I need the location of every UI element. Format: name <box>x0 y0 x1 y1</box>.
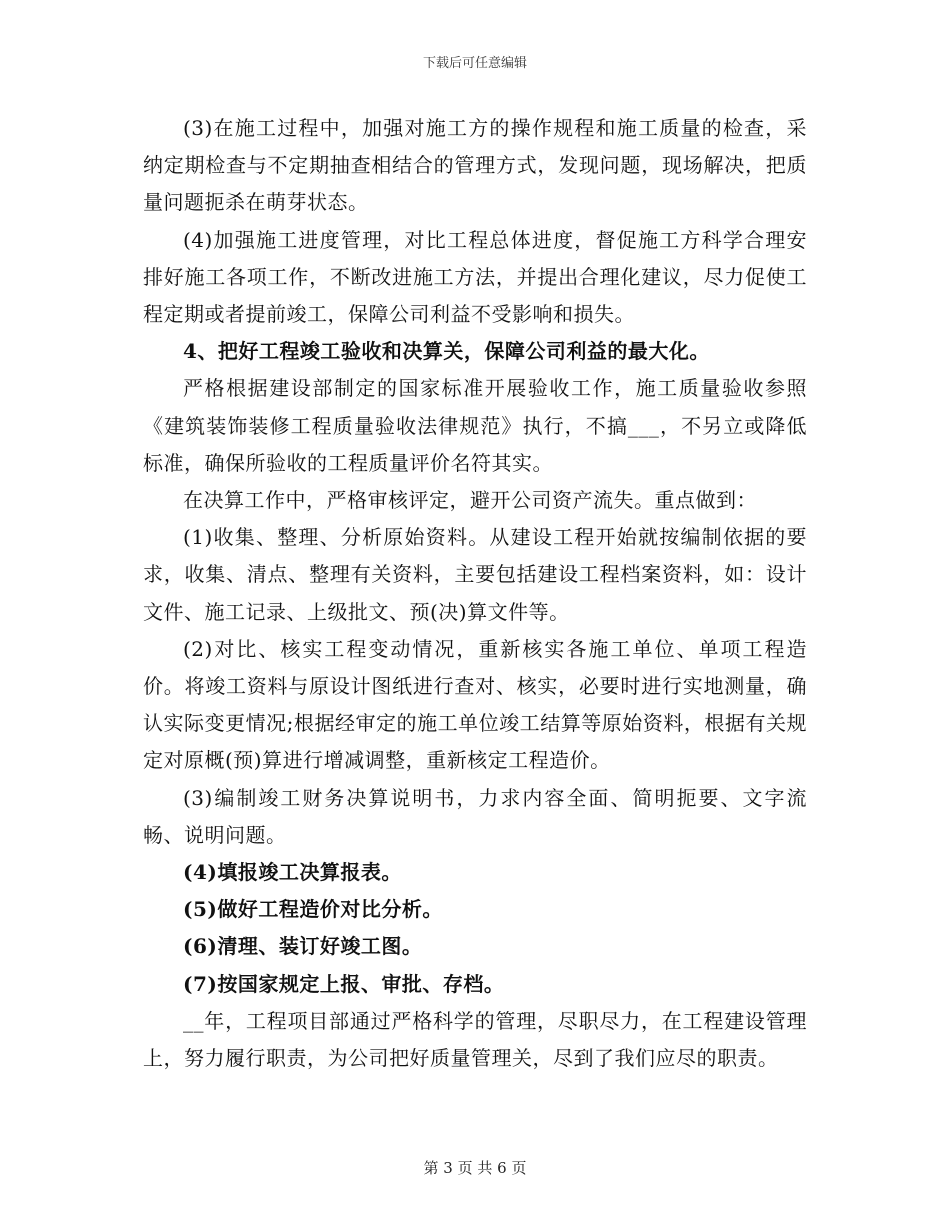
page-number: 第 3 页 共 6 页 <box>423 1159 527 1177</box>
document-body <box>143 110 807 1077</box>
paragraph-settlement-intro: 在决算工作中，严格审核评定，避开公司资产流失。重点做到： <box>183 488 757 513</box>
paragraph-acceptance-standards: 严格根据建设部制定的国家标准开展验收工作，施工质量验收参照《建筑装饰装修工程质量验收法律规范》执行，不搞___，不另立或降低标准，确保所验收的工程质量评价名符其实。 <box>143 376 807 475</box>
page-header-note: 下载后可任意编辑 <box>422 56 527 71</box>
list-item-submit-archive: (7)按国家规定上报、审批、存档。 <box>183 971 505 996</box>
section-heading-acceptance: 4、把好工程竣工验收和决算关，保障公司利益的最大化。 <box>183 339 710 364</box>
list-item-cost-analysis: (5)做好工程造价对比分析。 <box>183 897 443 922</box>
paragraph-year-summary: __年，工程项目部通过严格科学的管理，尽职尽力，在工程建设管理上，努力履行职责，为公司把好质量管理关，尽到了我们应尽的职责。 <box>143 1008 807 1071</box>
paragraph-verify-changes: (2)对比、核实工程变动情况，重新核实各施工单位、单项工程造价。将竣工资料与原设计图纸进行查对、核实，必要时进行实地测量，确认实际变更情况;根据经审定的施工单位竣工结算等原始资料，根据有关规定对原概(预)算进行增减调整，重新核定工程造价。 <box>143 636 807 773</box>
paragraph-financial-statement: (3)编制竣工财务决算说明书，力求内容全面、简明扼要、文字流畅、说明问题。 <box>143 785 807 847</box>
paragraph-progress-management: (4)加强施工进度管理，对比工程总体进度，督促施工方科学合理安排好施工各项工作，不断改进施工方法，并提出合理化建议，尽力促使工程定期或者提前竣工，保障公司利益不受影响和损失。 <box>143 227 807 327</box>
list-item-fill-reports: (4)填报竣工决算报表。 <box>183 860 402 885</box>
paragraph-collect-materials: (1)收集、整理、分析原始资料。从建设工程开始就按编制依据的要求，收集、清点、整理有关资料，主要包括建设工程档案资料，如：设计文件、施工记录、上级批文、预(决)算文件等。 <box>143 525 807 624</box>
paragraph-quality-inspection: (3)在施工过程中，加强对施工方的操作规程和施工质量的检查，采纳定期检查与不定期抽查相结合的管理方式，发现问题，现场解决，把质量问题扼杀在萌芽状态。 <box>143 116 807 215</box>
list-item-bind-drawings: (6)清理、装订好竣工图。 <box>183 934 423 959</box>
